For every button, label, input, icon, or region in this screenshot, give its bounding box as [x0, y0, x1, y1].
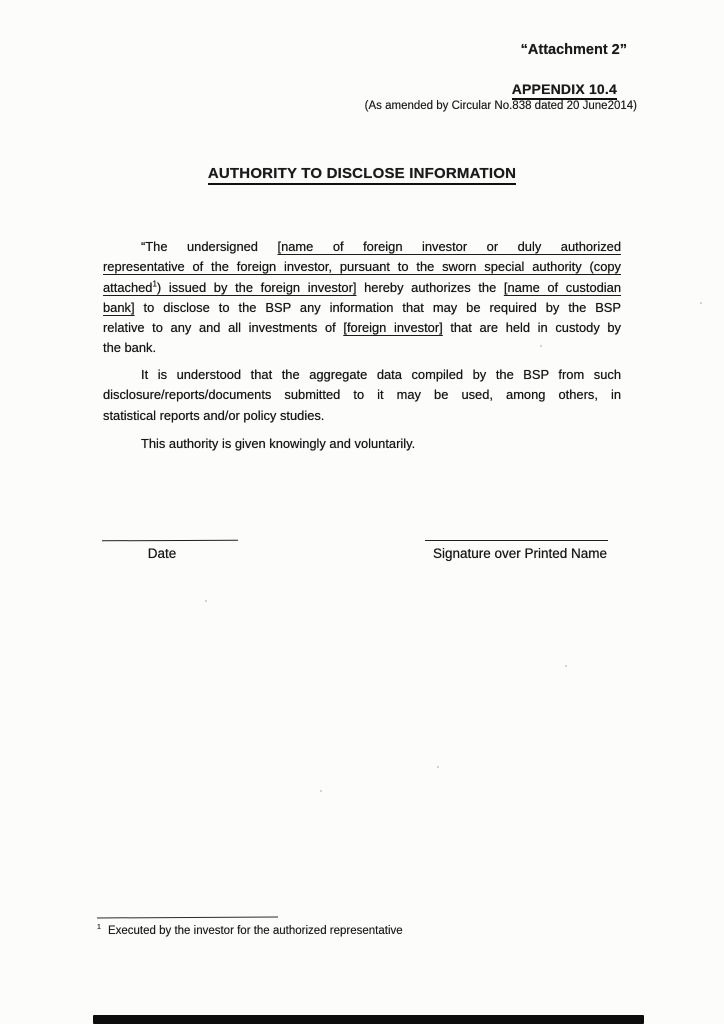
footnote-text: Executed by the investor for the authorized representative	[107, 925, 403, 937]
date-label: Date	[147, 546, 177, 561]
scan-speck	[565, 665, 567, 667]
scan-artifact-bar	[93, 1015, 644, 1024]
paragraph-authorization	[103, 237, 621, 359]
scan-speck	[205, 600, 207, 602]
text-line: disclosure/reports/documents submitted to it may be used, among others, in	[103, 387, 621, 403]
scan-speck	[437, 766, 439, 768]
text-line: This authority is given knowingly and voluntarily.	[141, 436, 416, 451]
attachment-label: “Attachment 2”	[520, 42, 627, 58]
text-line: attached$^1$) issued by the foreign investor] hereby authorizes the [name of custodian	[103, 279, 621, 295]
paragraph-aggregate-data	[103, 365, 621, 426]
signature-over-printed-name-label: Signature over Printed Name	[432, 546, 608, 561]
appendix-label: APPENDIX 10.4	[512, 81, 617, 100]
date-signature-line	[102, 540, 238, 542]
amended-note: (As amended by Circular No.838 dated 20 June2014)	[364, 100, 637, 112]
scan-speck	[540, 345, 542, 347]
footnote-divider	[97, 917, 278, 919]
text-line: the bank.	[103, 340, 157, 356]
name-signature-line	[425, 540, 608, 541]
text-line: relative to any and all investments of [foreign investor] that are held in custody by	[103, 320, 621, 336]
text-line: bank] to disclose to the BSP any information that may be required by the BSP	[103, 299, 621, 315]
scan-speck	[700, 302, 702, 304]
paragraph-voluntary	[103, 434, 621, 454]
text-line: statistical reports and/or policy studies.	[103, 407, 325, 423]
page-title: AUTHORITY TO DISCLOSE INFORMATION	[0, 165, 724, 185]
footnote	[97, 925, 403, 937]
text-line: representative of the foreign investor, pursuant to the sworn special authority (copy	[103, 259, 621, 275]
text-line: It is understood that the aggregate data compiled by the BSP from such	[141, 367, 621, 382]
scan-speck	[320, 790, 322, 792]
text-line: “The undersigned [name of foreign investor or duly authorized	[141, 239, 621, 254]
footnote-marker: 1	[97, 923, 101, 932]
